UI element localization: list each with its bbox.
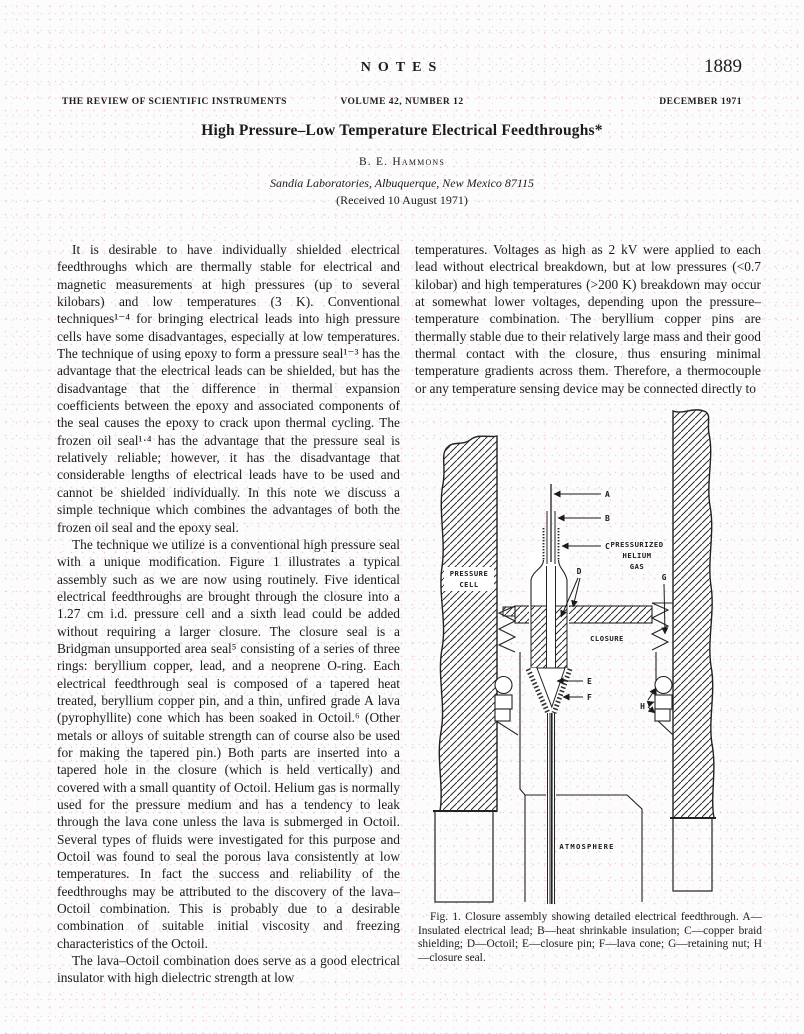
running-head — [62, 56, 742, 84]
body-paragraph: It is desirable to have individually shielded electrical feedthroughs which are thermally stable for electrical and magnetic measurements at high pressures (up to several kilobars) and low temperatures (3 K). Conventional techniques¹⁻⁴ for bringing electrical leads into high pressure cells have some disadvantages, especially at low temperatures. The technique of using epoxy to form a pressure seal¹⁻³ has the advantage that the electrical leads can be shielded, but has the disadvantage that the difference in thermal expansion coefficients between the epoxy and associated components of the seal causes the epoxy to crack upon thermal cycling. The frozen oil seal¹·⁴ has the advantage that the pressure seal is relatively reliable; however, it has the disadvantage that considerable lengths of electrical leads have to be used and cannot be shielded individually. In this note we discuss a simple technique which combines the advantages of both the frozen oil seal and the epoxy seal. — [57, 242, 400, 535]
right-column — [415, 241, 761, 397]
volume-issue: VOLUME 42, NUMBER 12 — [340, 97, 464, 107]
figure-label-e: E — [587, 677, 592, 686]
pressure-cell-label-1: PRESSURE — [449, 569, 489, 578]
closure-seal-left — [495, 677, 512, 722]
article-title: High Pressure–Low Temperature Electrical Feedthroughs* — [201, 122, 603, 139]
issue-date: DECEMBER 1971 — [659, 97, 742, 107]
body-paragraph: temperatures. Voltages as high as 2 kV were applied to each lead without electrical breakdown, but at low pressures (<0.7 kilobar) and high temperatures (>200 K) breakdown may occur at somewhat lower voltages, depending upon the pressure–temperature combination. The beryllium copper pins are thermally stable due to their relatively large mass and their good thermal contact with the closure, thus ensuring minimal temperature gradients across them. Therefore, a thermocouple or any temperature sensing device may be connected directly to — [415, 242, 761, 396]
pressure-cell-wall-left — [433, 436, 518, 902]
body-paragraph: The lava–Octoil combination does serve as a good electrical insulator with high dielectric strength at low — [57, 953, 400, 986]
helium-label-1: PRESSURIZED — [610, 540, 664, 549]
helium-label-2: HELIUM — [622, 551, 652, 560]
pressure-cell-wall-right — [670, 410, 716, 891]
article-affiliation: Sandia Laboratories, Albuquerque, New Mexico 87115 — [269, 176, 535, 190]
section-header: NOTES — [360, 60, 444, 75]
article-received: (Received 10 August 1971) — [336, 193, 468, 207]
figure-label-f: F — [587, 693, 592, 702]
figure-label-d: D — [576, 567, 582, 576]
closure-seal-right — [655, 677, 672, 722]
figure-label-a: A — [605, 490, 610, 499]
closure-plate — [503, 603, 673, 623]
figure-label-g: G — [661, 573, 667, 582]
figure-label-c: C — [605, 542, 610, 551]
figure-1-caption: Fig. 1. Closure assembly showing detailed electrical feedthrough. A—Insulated electrical lead; B—heat shrinkable insulation; C—copper braid shielding; D—Octoil; E—closure pin; F—lava cone; G—retaining nut; H—closure seal. — [418, 911, 762, 965]
lava-cone-and-pin — [525, 668, 573, 716]
page-number: 1889 — [704, 56, 742, 77]
journal-name: THE REVIEW OF SCIENTIFIC INSTRUMENTS — [62, 97, 287, 107]
figure-label-b: B — [605, 514, 610, 523]
article-author: B. E. Hammons — [358, 156, 446, 168]
helium-label-3: GAS — [629, 562, 645, 571]
callout-arrows — [554, 494, 665, 713]
left-column — [57, 241, 400, 987]
figure-label-h: H — [640, 702, 645, 711]
lower-lead-tube — [548, 713, 555, 904]
atmosphere-label: ATMOSPHERE — [559, 842, 615, 851]
figure-1 — [415, 404, 785, 910]
figure-1-diagram — [415, 404, 785, 910]
closure-label: CLOSURE — [590, 634, 624, 643]
journal-line — [62, 97, 742, 111]
pressure-cell-label-2: CELL — [459, 580, 479, 589]
feedthrough-assembly — [529, 484, 569, 670]
body-paragraph: The technique we utilize is a conventional high pressure seal with a unique modification. Figure 1 illustrates a typical assembly such as we are now using routinely. Five identical electrical feedthroughs are brought through the closure into a 1.27 cm i.d. pressure cell and a sixth lead could be added without requiring a larger closure. The closure seal is a Bridgman unsupported area seal⁵ consisting of a series of three rings: beryllium copper, lead, and a neoprene O-ring. Each electrical feedthrough seal is composed of a tapered heat treated, beryllium copper pin, and a thin, unfired grade A lava (pyrophyllite) cone which has been soaked in Octoil.⁶ (Other metals or alloys of suitable strength can of course also be used for making the tapered pin.) Both parts are inserted into a tapered hole in the closure (which is held vertically) and covered with a small quantity of Octoil. Helium gas is normally used for the pressure medium and has a tendency to leak through the lava cone unless the lava is submerged in Octoil. Several types of fluids were investigated for this purpose and Octoil was found to seal the porous lava consistently at low temperatures. In fact the success and reliability of the feedthroughs may be attributed to the discovery of the lava–Octoil combination. This is probably due to a desirable combination of suitable initial viscosity and freezing characteristics of the Octoil. — [57, 536, 400, 951]
